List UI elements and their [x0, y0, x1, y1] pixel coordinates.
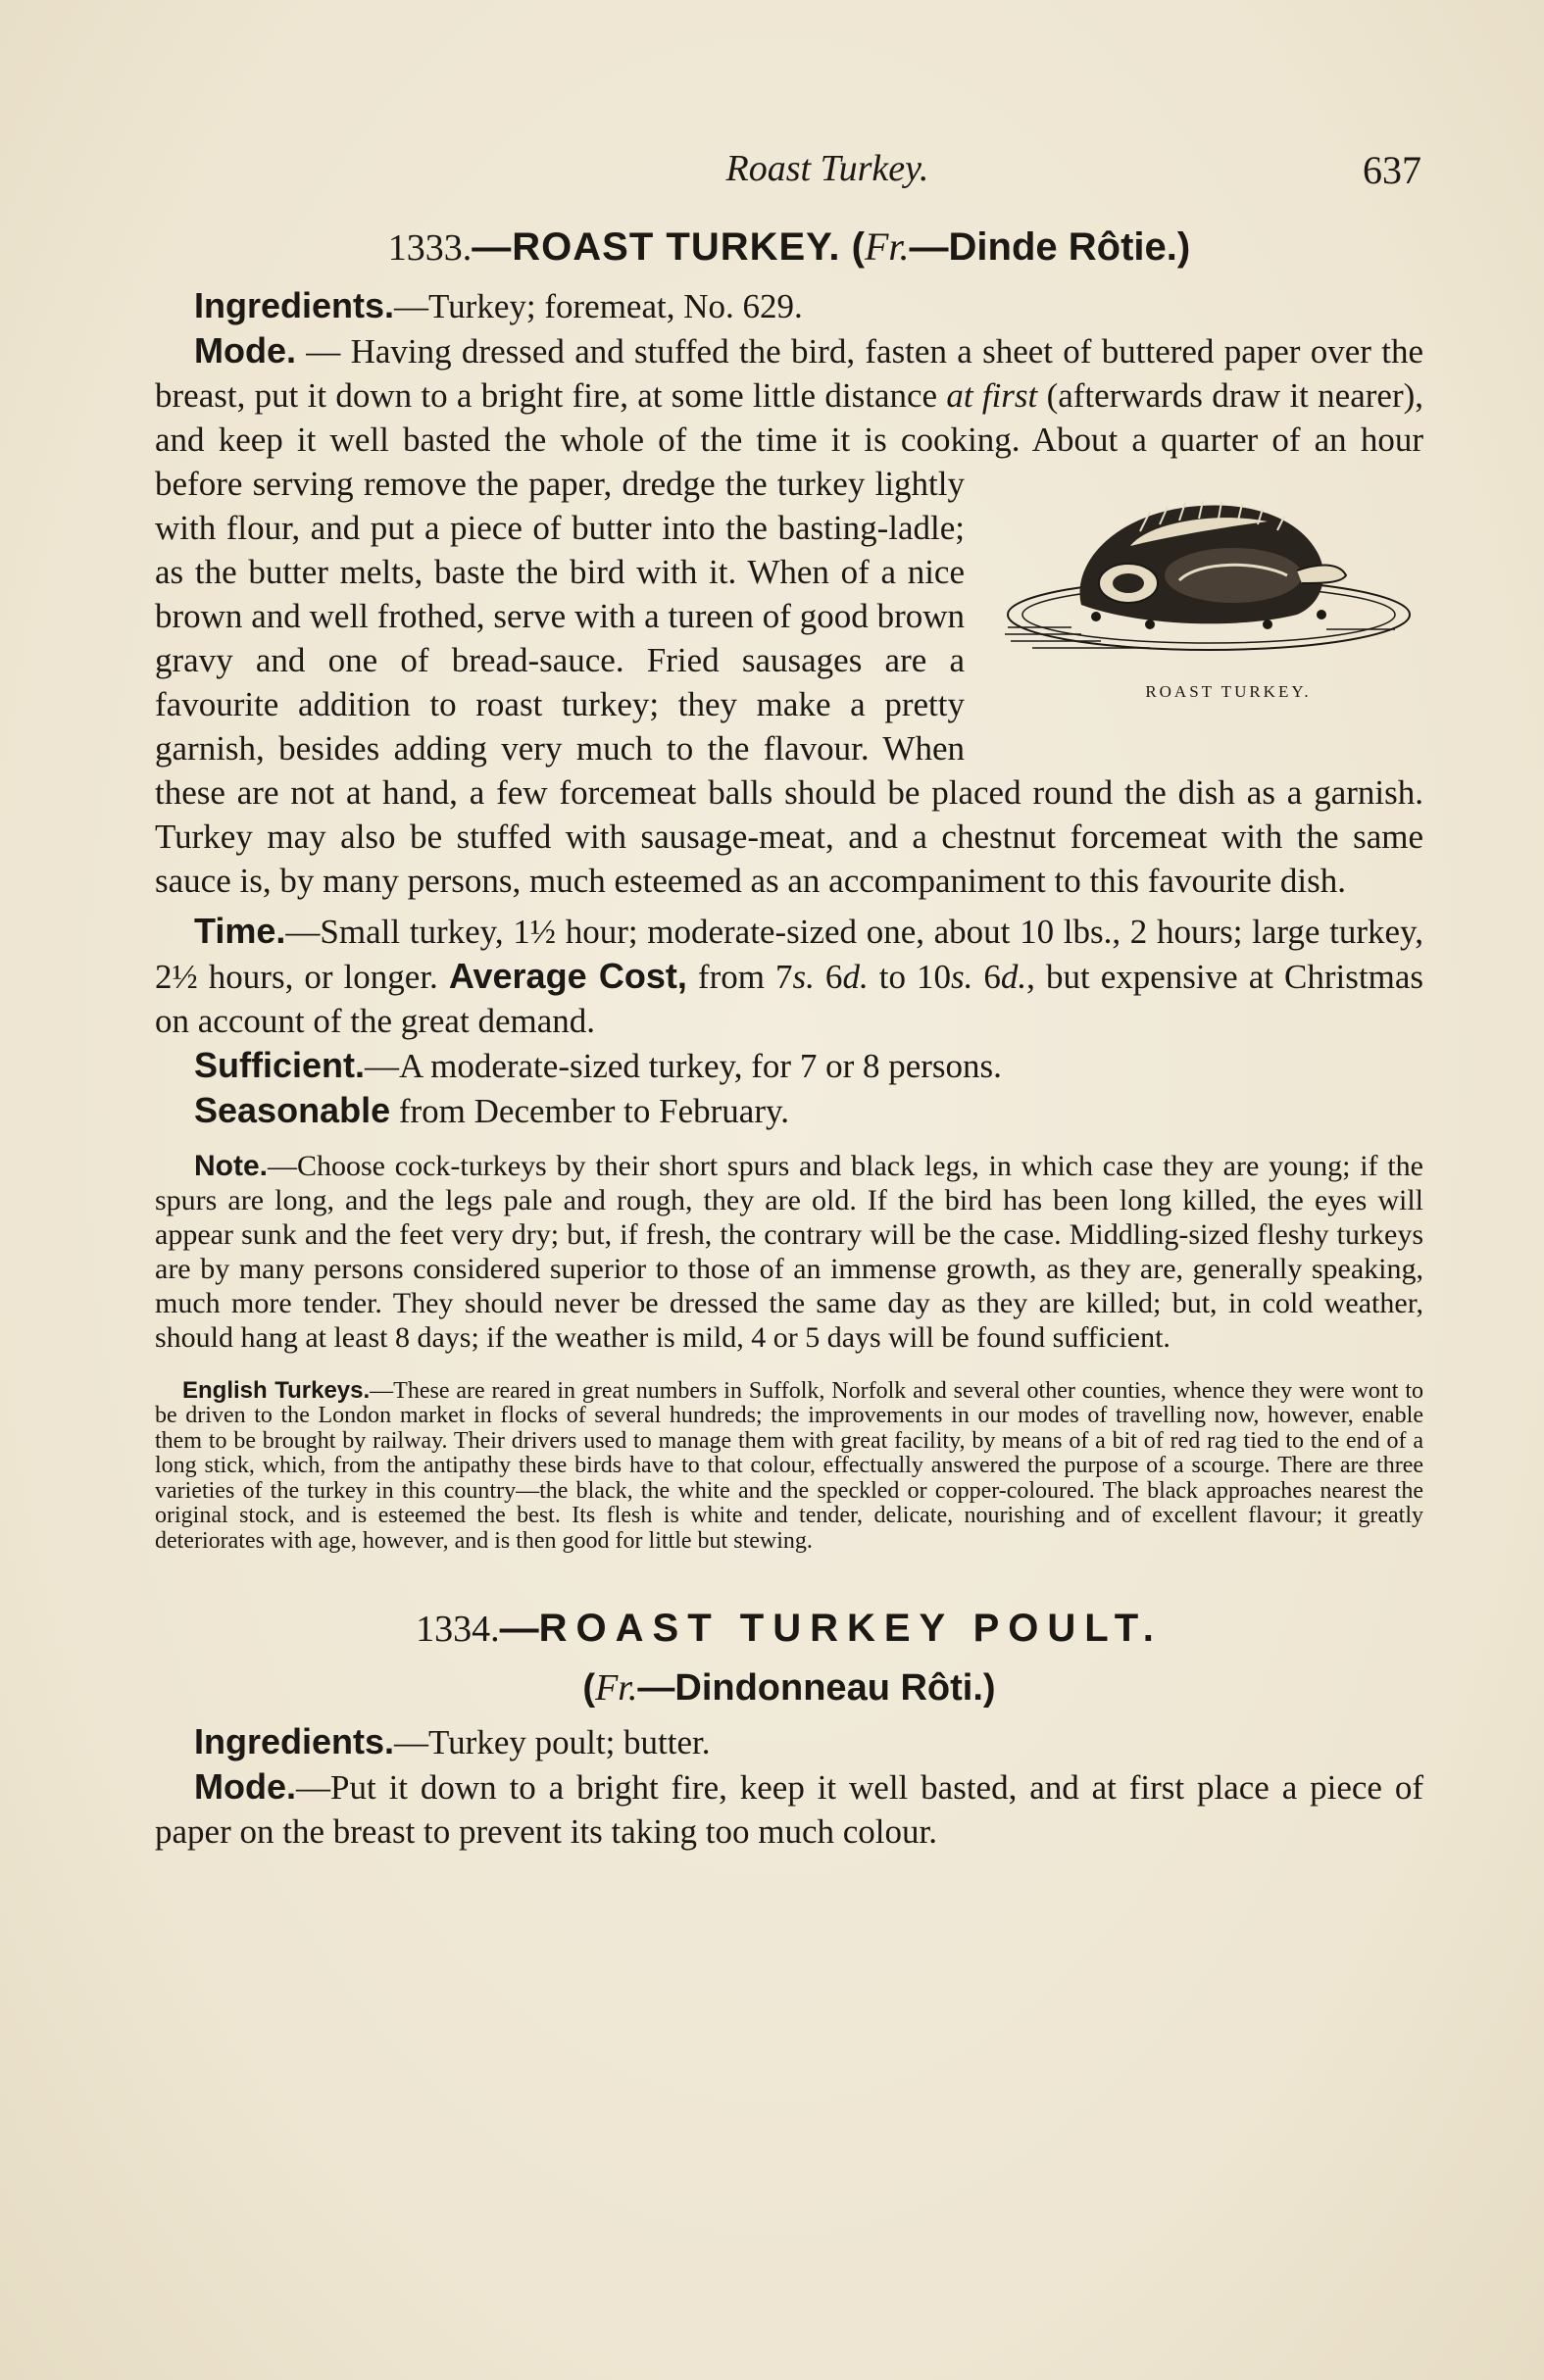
- cost-text-5: , but expensive at Christmas on account of the great demand.: [155, 957, 1423, 1040]
- mode-label: Mode.: [194, 329, 296, 371]
- running-head-title: Roast Turkey.: [725, 148, 929, 189]
- mode-text-2a: (afterwards draw it nearer), and keep it well basted the whole of the time it is cooking. About a quarter of an hour: [155, 375, 1424, 459]
- recipe-number: 1334.: [416, 1609, 500, 1651]
- french-name: —Dinde Rôtie.): [909, 225, 1191, 269]
- mode-label: Mode.: [194, 1766, 296, 1808]
- english-turkeys-paragraph: [155, 1378, 1423, 1555]
- cost-text-1: from 7: [686, 957, 793, 996]
- recipe-title: ROAST TURKEY.: [512, 225, 841, 269]
- ingredients-paragraph: [155, 283, 1423, 328]
- seasonable-text: from December to February.: [390, 1091, 789, 1130]
- recipe-dash: —: [472, 225, 513, 269]
- cost-text-4: 6: [972, 957, 1001, 996]
- mode-italic: at first: [946, 375, 1038, 415]
- cost-label: Average Cost,: [448, 955, 687, 996]
- note-label: Note.: [194, 1149, 268, 1182]
- mode-text: —Put it down to a bright fire, keep it well basted, and at first place a piece of paper on the breast to prevent its taking too much colour.: [155, 1768, 1423, 1852]
- mode-paragraph-2: [155, 1764, 1423, 1854]
- cost-pence-2: d.: [1000, 957, 1027, 996]
- mode-paragraph: [155, 328, 1423, 903]
- note-text: —Choose cock-turkeys by their short spurs and black legs, in which case they are young; if the spurs are long, and the legs pale and rough, they are old. If the bird has been long killed, the eyes will appear sunk and the feet very dry; but, if fresh, the contrary will be the case. Middling-sized fleshy turkeys are by many persons considered superior to those of an immense growth, as they are, generally speaking, much more tender. They should never be dressed the same day as they are killed; but, in cold weather, should hang at least 8 days; if the weather is mild, 4 or 5 days will be found sufficient.: [155, 1149, 1423, 1354]
- french-abbr: Fr.: [595, 1667, 638, 1710]
- roast-turkey-figure: [994, 468, 1423, 722]
- ingredients-text: —Turkey poult; butter.: [394, 1723, 711, 1762]
- mode-text-2: [155, 376, 1423, 900]
- recipe-1334-title-line: [155, 1603, 1423, 1662]
- english-turkeys-text: —These are reared in great numbers in Suffolk, Norfolk and several other counties, whence they were wont to be driven to the London market in flocks of several hundreds; the improvements in our modes of travelling now, however, enable them to be brought by railway. Their drivers used to manage them with great facility, by means of a bit of red rag tied to the end of a long stick, which, from the antipathy these birds have to that colour, effectually answered the purpose of a scourge. There are three varieties of the turkey in this country—the black, the white and the speckled or copper-coloured. The black approaches nearest the original stock, and is esteemed the best. Its flesh is white and tender, delicate, nourishing and of excellent flavour; it greatly deteriorates with age, however, and is then good for little but stewing.: [155, 1377, 1424, 1554]
- mode-text-2b: before serving remove the paper, dredge the turkey lightly with flour, and put a piece of butter into the basting-ladle; as the butter melts, baste the bird with it. When of a nice brown and well frothed, serve with a tureen of good brown gravy and one of bread-sauce. Fried sausages are a favourite addition to roast turkey; they make a pretty garnish, besides adding very much to the flavour. When these are not at hand, a few forcemeat balls should be placed round the dish as a garnish. Turkey may also be stuffed with sausage-meat, and a chestnut forcemeat with the same sauce is, by many persons, much esteemed as an accompaniment to this favourite dish.: [155, 464, 1423, 900]
- recipe-dash: —: [499, 1607, 539, 1651]
- ingredients-label: Ingredients.: [194, 284, 395, 325]
- seasonable-paragraph: [155, 1088, 1423, 1133]
- recipe-1333-heading: [155, 223, 1423, 272]
- sufficient-paragraph: [155, 1043, 1423, 1088]
- french-abbr: Fr.: [864, 224, 910, 269]
- recipe-title: ROAST TURKEY POULT.: [538, 1607, 1163, 1651]
- mode-text-1: — Having dressed and stuffed the bird, fasten a sheet of buttered paper over the breast, put it down to a bright fire, at some little distance: [155, 331, 1423, 415]
- recipe-number: 1333.: [387, 227, 473, 269]
- page-content: [155, 223, 1423, 1854]
- cost-text-3: to 10: [868, 957, 951, 996]
- time-label: Time.: [194, 910, 286, 951]
- time-cost-paragraph: [155, 909, 1423, 1043]
- note-paragraph: [155, 1149, 1423, 1355]
- french-open: (: [582, 1667, 596, 1710]
- ingredients-paragraph-2: [155, 1719, 1423, 1764]
- running-head: [155, 147, 1421, 206]
- cost-shilling-2: s.: [951, 957, 973, 996]
- cost-shilling-1: s.: [792, 957, 815, 996]
- page-number: 637: [1363, 148, 1421, 192]
- english-turkeys-label: English Turkeys.: [182, 1376, 371, 1404]
- sufficient-label: Sufficient.: [194, 1044, 366, 1085]
- figure-caption: ROAST TURKEY.: [1145, 681, 1312, 701]
- french-open: (: [840, 225, 865, 269]
- ingredients-text: —Turkey; foremeat, No. 629.: [394, 286, 803, 325]
- ingredients-label: Ingredients.: [194, 1721, 395, 1762]
- cost-text-2: 6: [814, 957, 843, 996]
- cost-pence-1: d.: [842, 957, 869, 996]
- recipe-1334-heading: [155, 1603, 1423, 1713]
- french-name: —Dindonneau Rôti.): [637, 1667, 996, 1710]
- recipe-1334-french-line: [155, 1662, 1423, 1713]
- seasonable-label: Seasonable: [194, 1089, 391, 1130]
- time-text: —Small turkey, 1½ hour; moderate-sized one, about 10 lbs., 2 hours; large turkey, 2½ hours, or longer.: [155, 912, 1423, 996]
- roast-turkey-illustration: [1003, 468, 1415, 664]
- sufficient-text: —A moderate-sized turkey, for 7 or 8 persons.: [365, 1046, 1002, 1085]
